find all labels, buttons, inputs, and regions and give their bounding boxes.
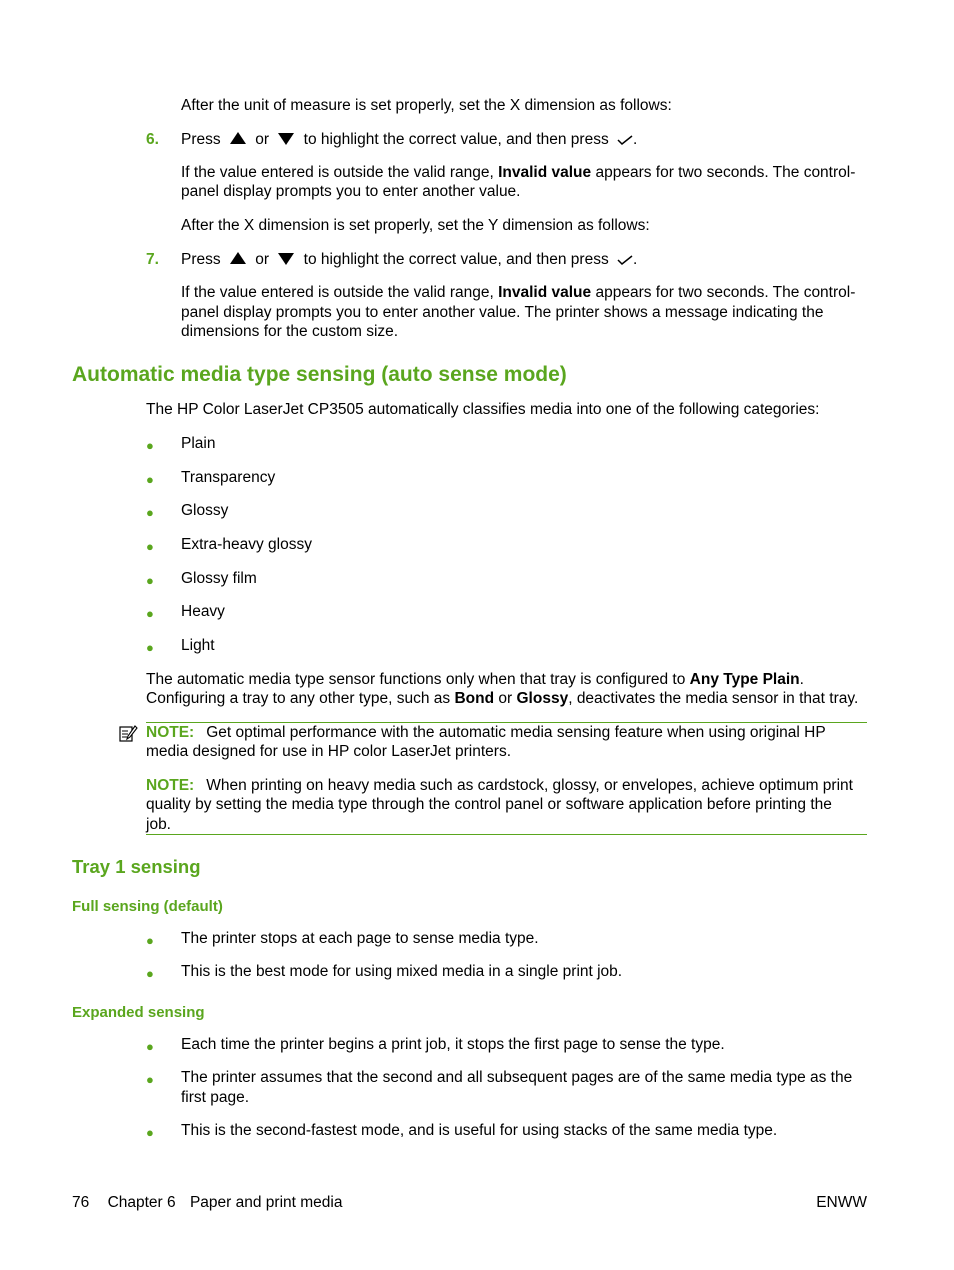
expanded-sensing-heading: Expanded sensing <box>72 1004 205 1021</box>
checkmark-icon <box>617 134 633 146</box>
sensor-l1-bold: Any Type Plain <box>689 671 800 688</box>
full-item: The printer stops at each page to sense media type. <box>181 930 539 947</box>
note-1-line2: media designed for use in HP color LaserJet printers. <box>146 743 512 760</box>
down-arrow-icon <box>278 133 294 145</box>
step-7-invalid-pre: If the value entered is outside the valid range, <box>181 284 494 301</box>
note-bottom-rule <box>146 834 867 835</box>
step-6-number: 6. <box>146 131 159 148</box>
expanded-item: Each time the printer begins a print job, it stops the first page to sense the type. <box>181 1036 725 1053</box>
step-7-instruction <box>181 250 871 270</box>
intro-y-paragraph: After the X dimension is set properly, set the Y dimension as follows: <box>181 217 650 234</box>
step-7-or: or <box>255 251 270 268</box>
step-7-invalid-post: appears for two seconds. The control- <box>595 284 856 301</box>
note-2-label: NOTE: <box>146 777 195 794</box>
bullet-icon: ● <box>146 438 154 453</box>
up-arrow-icon <box>230 132 246 144</box>
bullet-icon: ● <box>146 606 154 621</box>
section-heading: Automatic media type sensing (auto sense mode) <box>72 363 567 386</box>
sensor-paragraph-line2 <box>146 689 871 709</box>
step-6-invalid-pre: If the value entered is outside the valid range, <box>181 164 494 181</box>
bullet-icon: ● <box>146 539 154 554</box>
step-6-invalid-note <box>181 163 871 183</box>
step-7-invalid-bold: Invalid value <box>498 284 592 301</box>
category-item: Glossy film <box>181 570 257 587</box>
step-6-press: Press <box>181 131 221 148</box>
up-arrow-icon <box>230 252 246 264</box>
category-item: Glossy <box>181 502 229 519</box>
checkmark-icon <box>617 254 633 266</box>
step-7-period: . <box>633 251 638 268</box>
intro-x-paragraph: After the unit of measure is set properly, set the X dimension as follows: <box>181 97 672 114</box>
bullet-icon: ● <box>146 1072 154 1087</box>
sensor-l2-post: , deactivates the media sensor in that tray. <box>568 690 859 707</box>
tray-heading: Tray 1 sensing <box>72 856 201 877</box>
bullet-icon: ● <box>146 640 154 655</box>
bullet-icon: ● <box>146 966 154 981</box>
sensor-paragraph-line1 <box>146 670 871 690</box>
section-intro: The HP Color LaserJet CP3505 automatically classifies media into one of the following categories: <box>146 401 820 418</box>
footer-chapter: Chapter 6 <box>107 1194 176 1211</box>
note-1-line1 <box>146 723 871 743</box>
note-2-text1: When printing on heavy media such as cardstock, glossy, or envelopes, achieve optimum print <box>206 777 853 794</box>
category-item: Extra-heavy glossy <box>181 536 312 553</box>
category-item: Plain <box>181 435 216 452</box>
bullet-icon: ● <box>146 1039 154 1054</box>
step-7-tail: to highlight the correct value, and then press <box>303 251 609 268</box>
category-item: Heavy <box>181 603 225 620</box>
step-7-invalid-line3: dimensions for the custom size. <box>181 323 399 340</box>
note-2-line2: quality by setting the media type through the control panel or software application before printing the <box>146 796 832 813</box>
sensor-l1-post: . <box>799 671 804 688</box>
full-item: This is the best mode for using mixed media in a single print job. <box>181 963 623 980</box>
bullet-icon: ● <box>146 573 154 588</box>
step-6-instruction <box>181 130 871 150</box>
footer-chapter-title: Paper and print media <box>189 1194 343 1211</box>
bullet-icon: ● <box>146 1125 154 1140</box>
step-7-number: 7. <box>146 251 159 268</box>
step-6-period: . <box>633 131 638 148</box>
note-icon <box>118 724 138 744</box>
sensor-l2-bold2: Glossy <box>516 690 569 707</box>
expanded-item: The printer assumes that the second and all subsequent pages are of the same media type as the <box>181 1069 853 1086</box>
note-2-line3: job. <box>146 816 171 833</box>
note-2-line1 <box>146 776 871 796</box>
category-item: Transparency <box>181 469 276 486</box>
bullet-icon: ● <box>146 933 154 948</box>
step-6-invalid-line2: panel display prompts you to enter another value. <box>181 183 521 200</box>
expanded-item-continued: first page. <box>181 1089 250 1106</box>
step-7-invalid-note <box>181 283 871 303</box>
expanded-item: This is the second-fastest mode, and is useful for using stacks of the same media type. <box>181 1122 778 1139</box>
sensor-l2-or: or <box>498 690 513 707</box>
step-6-invalid-post: appears for two seconds. The control- <box>595 164 856 181</box>
step-6-or: or <box>255 131 270 148</box>
page-number: 76 <box>72 1194 90 1211</box>
category-item: Light <box>181 637 215 654</box>
footer-right: ENWW <box>816 1194 867 1211</box>
step-6-tail: to highlight the correct value, and then press <box>303 131 609 148</box>
sensor-l2-bold1: Bond <box>454 690 495 707</box>
note-1-text1: Get optimal performance with the automatic media sensing feature when using original HP <box>206 724 826 741</box>
bullet-icon: ● <box>146 505 154 520</box>
bullet-icon: ● <box>146 472 154 487</box>
note-1-label: NOTE: <box>146 724 195 741</box>
sensor-l1-pre: The automatic media type sensor functions only when that tray is configured to <box>146 671 686 688</box>
step-6-invalid-bold: Invalid value <box>498 164 592 181</box>
sensor-l2-pre: Configuring a tray to any other type, such as <box>146 690 451 707</box>
step-7-press: Press <box>181 251 221 268</box>
page-footer-left <box>72 1193 342 1213</box>
full-sensing-heading: Full sensing (default) <box>72 898 223 915</box>
step-7-invalid-line2: panel display prompts you to enter another value. The printer shows a message indicating the <box>181 304 824 321</box>
down-arrow-icon <box>278 253 294 265</box>
